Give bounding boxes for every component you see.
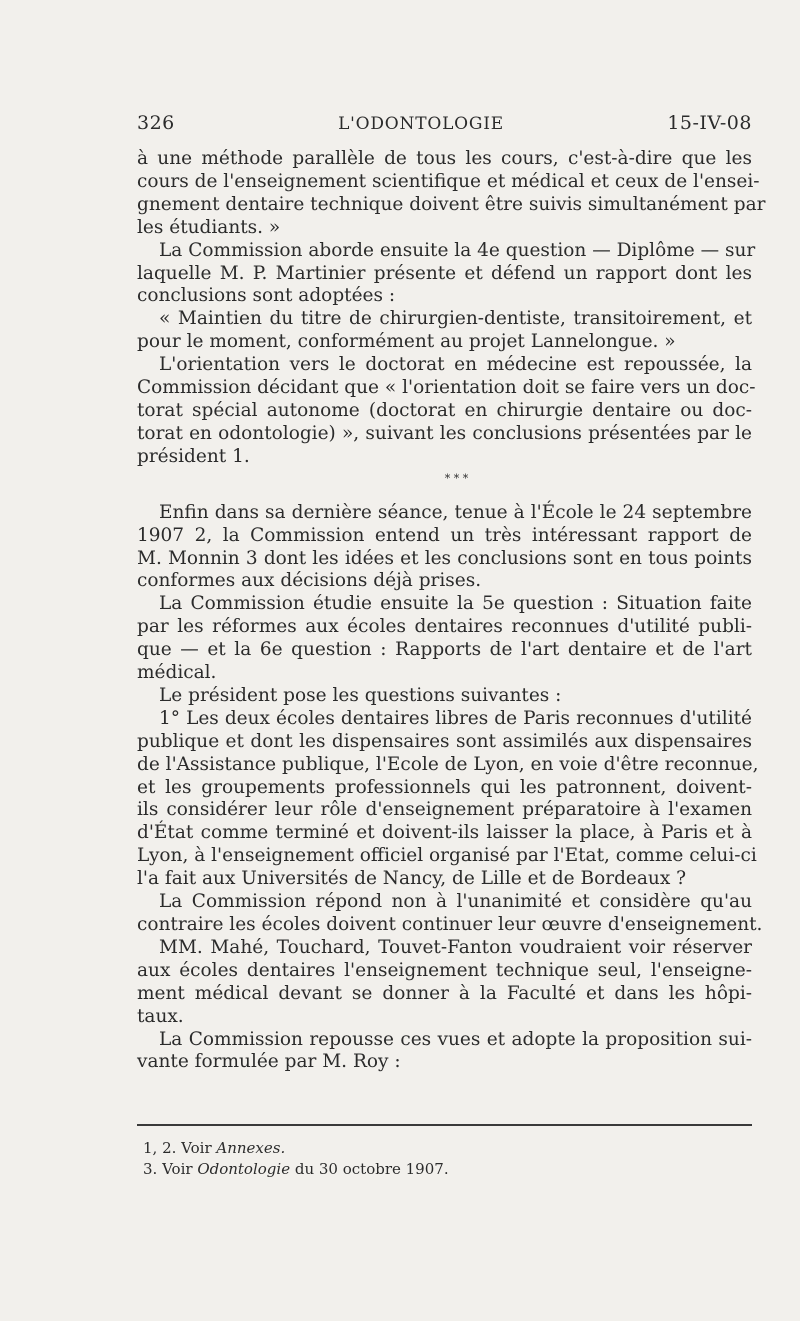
page-number: 326: [137, 112, 175, 134]
text-line: conformes aux décisions déjà prises.: [137, 570, 482, 592]
text-line: Lyon, à l'enseignement officiel organisé par l'Etat, comme celui-ci: [137, 845, 757, 867]
footnote-text: 1, 2. Voir: [143, 1139, 217, 1157]
text-line: La Commission répond non à l'unanimité et considère qu'au: [159, 891, 752, 913]
text-line: 1° Les deux écoles dentaires libres de Paris reconnues d'utilité: [159, 707, 752, 729]
text-line: 1907 2, la Commission entend un très intéressant rapport de: [137, 524, 752, 546]
issue-date: 15-IV-08: [667, 112, 752, 134]
text-line: ils considérer leur rôle d'enseignement préparatoire à l'examen: [137, 799, 752, 821]
text-line: ment médical devant se donner à la Faculté et dans les hôpi-: [137, 982, 752, 1004]
footnote-3: [143, 1159, 449, 1180]
page-header: [137, 112, 752, 134]
section-separator: * * *: [444, 471, 469, 485]
text-line: La Commission aborde ensuite la 4e question — Diplôme — sur: [159, 239, 756, 261]
footnotes: [143, 1138, 449, 1180]
text-line: que — et la 6e question : Rapports de l'art dentaire et de l'art: [137, 639, 752, 661]
text-line: et les groupements professionnels qui les patronnent, doivent-: [137, 776, 752, 798]
footnote-1-2: [143, 1138, 449, 1159]
text-line: médical.: [137, 662, 217, 684]
text-line: l'a fait aux Universités de Nancy, de Lille et de Bordeaux ?: [137, 868, 687, 890]
text-line: de l'Assistance publique, l'Ecole de Lyon, en voie d'être reconnue,: [137, 753, 759, 775]
text-line: La Commission étudie ensuite la 5e question : Situation faite: [159, 593, 752, 615]
text-line: torat spécial autonome (doctorat en chirurgie dentaire ou doc-: [137, 399, 752, 421]
text-line: La Commission repousse ces vues et adopte la proposition sui-: [159, 1028, 752, 1050]
text-line: MM. Mahé, Touchard, Touvet-Fanton voudraient voir réserver: [159, 936, 752, 958]
text-line: publique et dont les dispensaires sont assimilés aux dispensaires: [137, 730, 752, 752]
footnote-reference: Annexes.: [216, 1139, 286, 1157]
text-line: par les réformes aux écoles dentaires reconnues d'utilité publi-: [137, 616, 752, 638]
running-title: L'ODONTOLOGIE: [338, 114, 505, 134]
text-line: gnement dentaire technique doivent être suivis simultanément par: [137, 193, 766, 215]
text-line: vante formulée par M. Roy :: [137, 1051, 401, 1073]
text-line: président 1.: [137, 445, 250, 467]
text-line: contraire les écoles doivent continuer leur œuvre d'enseignement.: [137, 914, 763, 935]
text-line: aux écoles dentaires l'enseignement technique seul, l'enseigne-: [137, 959, 752, 981]
text-line: à une méthode parallèle de tous les cours, c'est-à-dire que les: [137, 148, 752, 169]
text-line: M. Monnin 3 dont les idées et les conclusions sont en tous points: [137, 547, 752, 569]
text-line: torat en odontologie) », suivant les conclusions présentées par le: [137, 422, 752, 444]
footnote-text: du 30 octobre 1907.: [290, 1160, 449, 1178]
text-line: cours de l'enseignement scientifique et médical et ceux de l'ensei-: [137, 170, 760, 192]
text-line: Commission décidant que « l'orientation doit se faire vers un doc-: [137, 377, 756, 399]
text-line: L'orientation vers le doctorat en médecine est repoussée, la: [159, 354, 752, 376]
footnote-reference: Odontologie: [197, 1160, 291, 1178]
footnote-rule: [137, 1124, 752, 1126]
text-line: Le président pose les questions suivantes :: [159, 684, 562, 706]
body-text: [137, 148, 766, 1074]
text-line: d'État comme terminé et doivent-ils laisser la place, à Paris et à: [137, 822, 752, 844]
text-line: Enfin dans sa dernière séance, tenue à l'École le 24 septembre: [159, 501, 752, 523]
text-line: les étudiants. »: [137, 216, 281, 238]
footnote-text: 3. Voir: [143, 1160, 198, 1178]
text-line: laquelle M. P. Martinier présente et défend un rapport dont les: [137, 262, 752, 284]
text-line: « Maintien du titre de chirurgien-dentiste, transitoirement, et: [159, 308, 752, 330]
text-line: pour le moment, conformément au projet Lannelongue. »: [137, 331, 676, 353]
text-line: taux.: [137, 1005, 184, 1027]
text-line: conclusions sont adoptées :: [137, 285, 396, 307]
